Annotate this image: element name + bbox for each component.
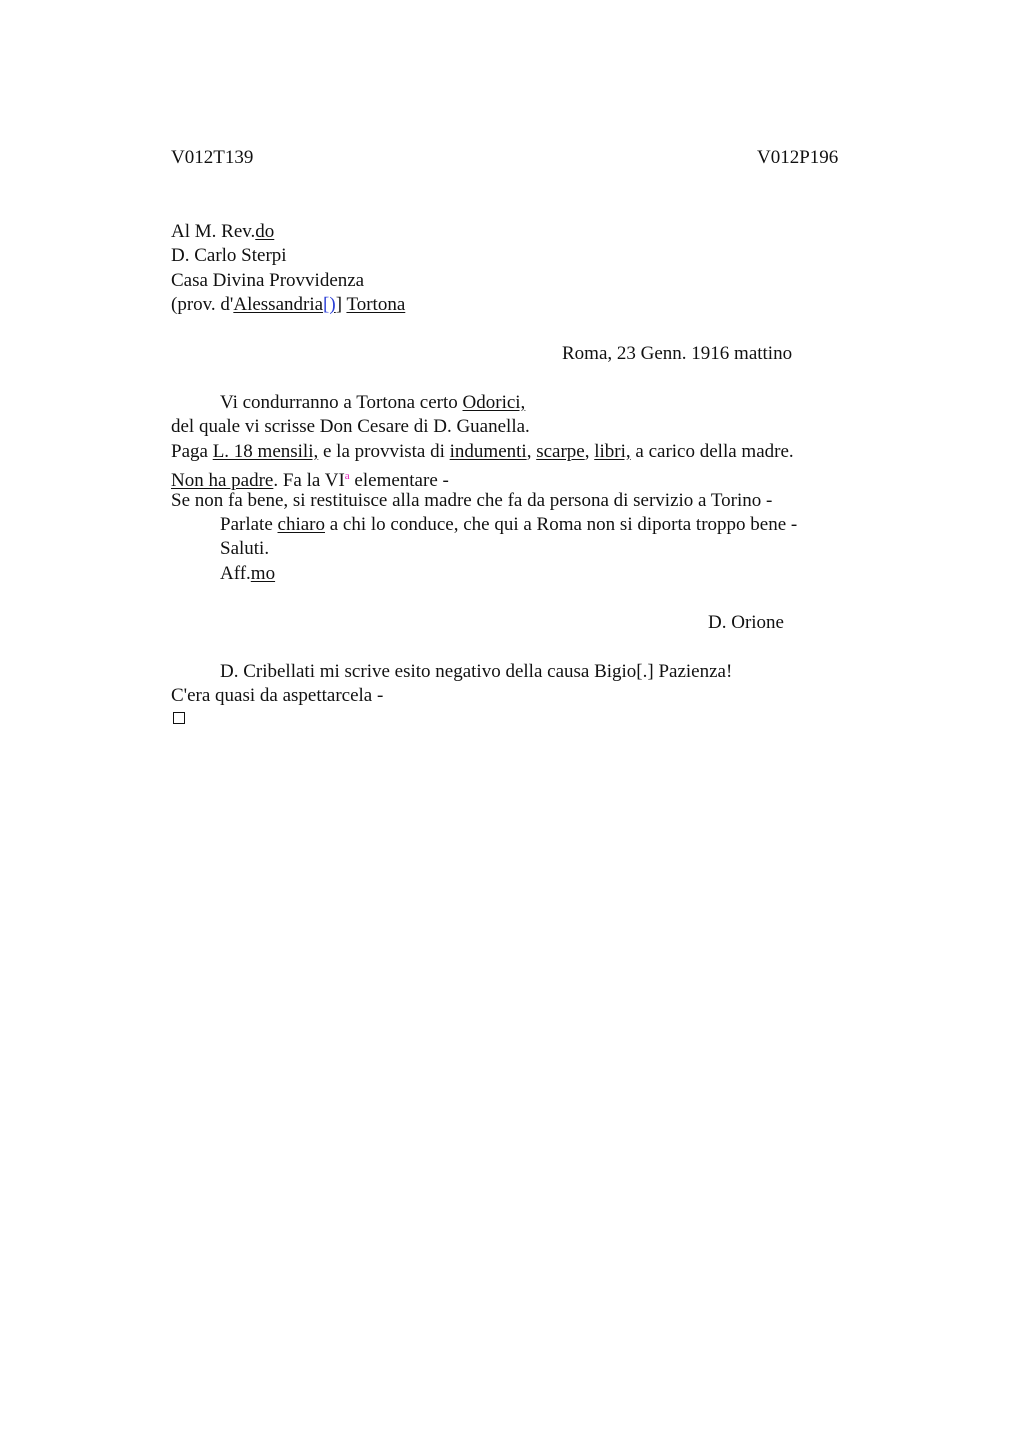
student-name: Odorici, (462, 392, 526, 413)
signature: D. Orione (708, 612, 784, 633)
dateline: Roma, 23 Genn. 1916 mattino (562, 343, 793, 364)
letter-line-6: Parlate chiaro a chi lo conduce, che qui a Roma non si diporta troppo bene - (220, 514, 798, 535)
document-code-right: V012P196 (757, 147, 839, 168)
ordinal-superscript: a (344, 470, 350, 482)
end-of-document-box-icon (173, 712, 185, 724)
address-salutation: Al M. Rev. (171, 221, 256, 242)
postscript-line-1: D. Cribellati mi scrive esito negativo della causa Bigio[.] Pazienza! (220, 661, 733, 682)
document-code-left: V012T139 (171, 147, 254, 168)
address-city: Tortona (346, 294, 406, 315)
letter-line-3: Paga L. 18 mensili, e la provvista di indumenti, scarpe, libri, a carico della madre. (171, 441, 794, 462)
letter-line-1: Vi condurranno a Tortona certo Odorici, (220, 392, 526, 413)
monthly-fee: L. 18 mensili, (212, 441, 319, 462)
address-line-2: D. Carlo Sterpi (171, 245, 287, 266)
address-line-1 (171, 220, 274, 244)
address-line-4: (prov. d'Alessandria[)] Tortona (171, 294, 406, 315)
letter-line-5: Se non fa bene, si restituisce alla madre che fa da persona di servizio a Torino - (171, 490, 773, 511)
letter-line-2: del quale vi scrisse Don Cesare di D. Guanella. (171, 416, 530, 437)
address-province-prefix: (prov. d' (171, 294, 234, 315)
letter-closing: Aff.mo (220, 563, 276, 584)
address-line-3: Casa Divina Provvidenza (171, 270, 365, 291)
letter-line-4: Non ha padre. Fa la $VI^a$ elementare - (171, 470, 449, 491)
letter-line-7: Saluti. (220, 538, 270, 559)
address-salutation-abbr: do (255, 221, 275, 242)
postscript-line-2: C'era quasi da aspettarcela - (171, 685, 384, 706)
address-province: Alessandria[) (233, 294, 336, 315)
